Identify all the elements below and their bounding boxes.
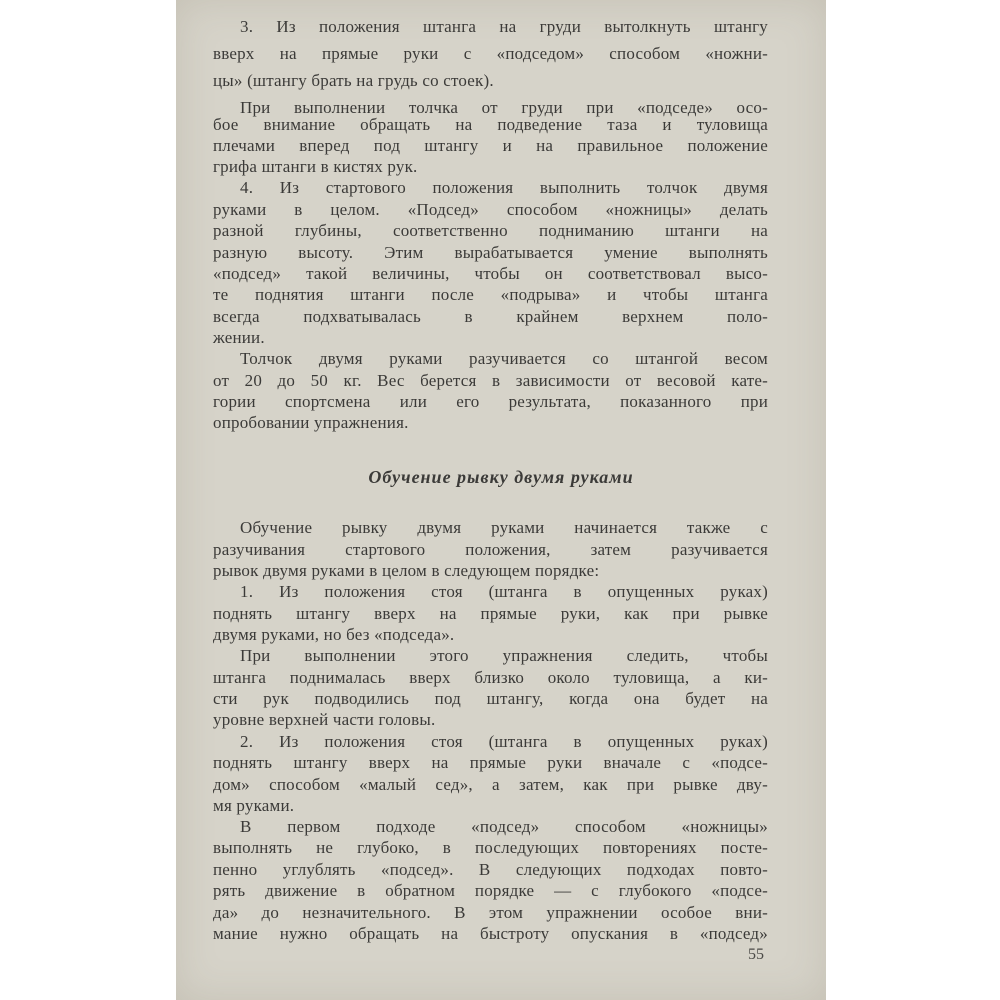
text-line: При выполнении этого упражнения следить, чтобы	[240, 646, 768, 665]
text-line: В первом подходе «подсед» способом «ножницы»	[240, 817, 768, 836]
text-line: те поднятия штанги после «подрыва» и чтобы штанга	[213, 285, 768, 304]
text-line: бое внимание обращать на подведение таза и туловища	[213, 115, 768, 134]
section-heading: Обучение рывку двумя руками	[368, 467, 634, 487]
text-line: поднять штангу вверх на прямые руки, как при рывке	[213, 604, 768, 623]
text-line: Толчок двумя руками разучивается со штангой весом	[240, 349, 768, 368]
text-line: выполнять не глубоко, в последующих повторениях посте-	[213, 838, 768, 857]
text-line: опробовании упражнения.	[213, 413, 409, 432]
text-line: вверх на прямые руки с «подседом» способом «ножни-	[213, 44, 768, 63]
text-line: мание нужно обращать на быстроту опускания в «подсед»	[213, 924, 768, 943]
text-line: рять движение в обратном порядке — с глубокого «подсе-	[213, 881, 768, 900]
text-line: двумя руками, но без «подседа».	[213, 625, 455, 644]
text-line: 3. Из положения штанга на груди вытолкнуть штангу	[240, 17, 768, 36]
text-line: руками в целом. «Подсед» способом «ножницы» делать	[213, 200, 768, 219]
text-line: да» до незначительного. В этом упражнении особое вни-	[213, 903, 768, 922]
text-line: дом» способом «малый сед», а затем, как при рывке дву-	[213, 775, 768, 794]
text-line: «подсед» такой величины, чтобы он соответствовал высо-	[213, 264, 768, 283]
text-line: грифа штанги в кистях рук.	[213, 157, 418, 176]
text-line: от 20 до 50 кг. Вес берется в зависимости от весовой кате-	[213, 371, 768, 390]
text-line: разную высоту. Этим вырабатывается умение выполнять	[213, 243, 768, 262]
page-number: 55	[748, 946, 764, 963]
text-line: штанга поднималась вверх близко около туловища, а ки-	[213, 668, 768, 687]
text-line: 1. Из положения стоя (штанга в опущенных руках)	[240, 582, 768, 601]
text-line: цы» (штангу брать на грудь со стоек).	[213, 71, 494, 90]
text-line: 2. Из положения стоя (штанга в опущенных руках)	[240, 732, 768, 751]
text-line: плечами вперед под штангу и на правильное положение	[213, 136, 768, 155]
text-line: всегда подхватывалась в крайнем верхнем поло-	[213, 307, 768, 326]
text-line: пенно углублять «подсед». В следующих подходах повто-	[213, 860, 768, 879]
text-line: жении.	[213, 328, 265, 347]
text-line: рывок двумя руками в целом в следующем порядке:	[213, 561, 600, 580]
text-line: поднять штангу вверх на прямые руки вначале с «подсе-	[213, 753, 768, 772]
text-line: сти рук подводились под штангу, когда она будет на	[213, 689, 768, 708]
text-line: уровне верхней части головы.	[213, 710, 436, 729]
text-line: гории спортсмена или его результата, показанного при	[213, 392, 768, 411]
text-line: Обучение рывку двумя руками начинается также с	[240, 518, 768, 537]
text-line: 4. Из стартового положения выполнить толчок двумя	[240, 178, 768, 197]
text-line: При выполнении толчка от груди при «подседе» осо-	[240, 98, 768, 117]
text-line: разучивания стартового положения, затем разучивается	[213, 540, 768, 559]
text-line: разной глубины, соответственно подниманию штанги на	[213, 221, 768, 240]
book-page	[176, 0, 826, 1000]
text-line: мя руками.	[213, 796, 295, 815]
